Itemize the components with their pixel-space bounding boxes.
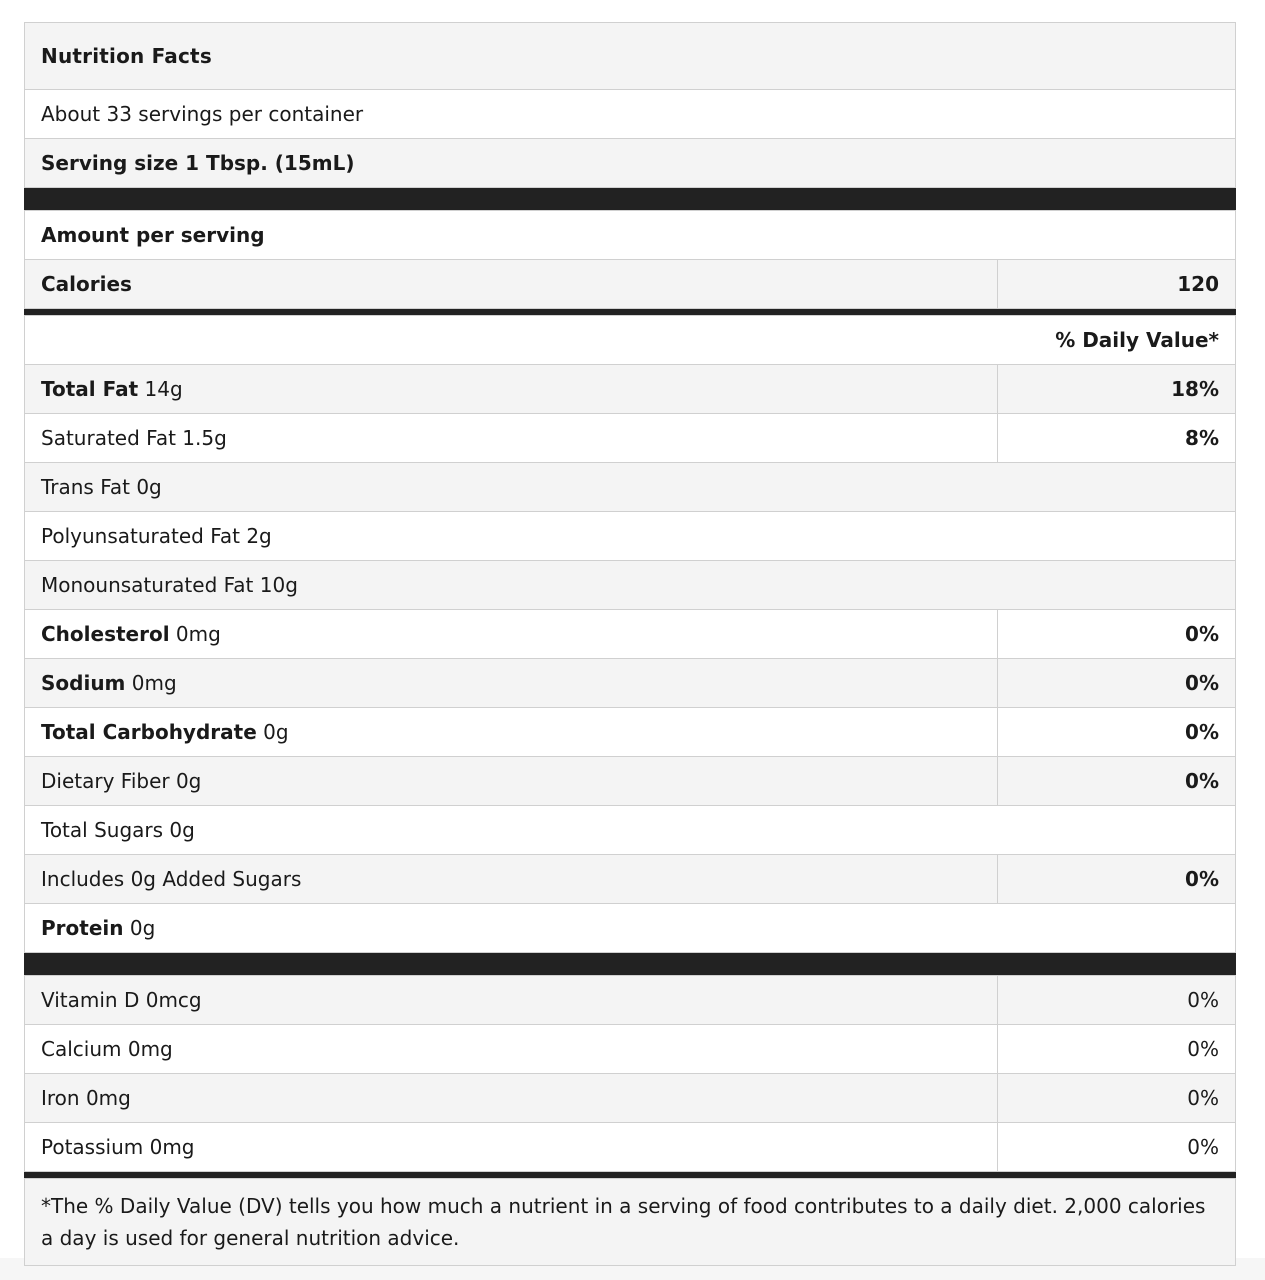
vitamin-dv: 0% [997,1025,1235,1074]
vitamin-name: Iron 0mg [25,1074,998,1123]
nutrient-row-saturated-fat [25,414,1236,463]
nutrient-row-total-carbohydrate [25,708,1236,757]
nutrient-row-polyunsaturated-fat [25,512,1236,561]
nutrient-name: Saturated Fat 1.5g [25,414,998,463]
nutrient-row-trans-fat [25,463,1236,512]
nutrition-facts-label [24,22,1236,1266]
vitamin-dv: 0% [997,1123,1235,1172]
calories-label: Calories [25,260,998,309]
nutrient-dv: 0% [997,659,1235,708]
nutrient-dv: 18% [997,365,1235,414]
nutrient-name: Cholesterol 0mg [25,610,998,659]
vitamin-row [25,1025,1236,1074]
nutrition-facts-title: Nutrition Facts [25,23,1236,90]
calories-value: 120 [997,260,1235,309]
nutrient-row-sodium [25,659,1236,708]
nutrient-name: Polyunsaturated Fat 2g [25,512,1236,561]
nutrient-row-added-sugars [25,855,1236,904]
amount-per-serving: Amount per serving [25,211,1236,260]
footnote-row [25,1179,1236,1266]
thick-divider [25,188,1236,211]
nutrient-name: Total Fat 14g [25,365,998,414]
servings-per-container: About 33 servings per container [25,90,1236,139]
nutrient-row-total-fat [25,365,1236,414]
nutrient-name: Trans Fat 0g [25,463,1236,512]
medium-divider [25,309,1236,316]
nutrient-row-total-sugars [25,806,1236,855]
nutrient-row-monounsaturated-fat [25,561,1236,610]
nutrient-dv: 8% [997,414,1235,463]
nutrient-dv: 0% [997,757,1235,806]
title-row [25,23,1236,90]
nutrient-name: Protein 0g [25,904,1236,953]
daily-value-header: % Daily Value* [25,316,1236,365]
nutrient-name: Dietary Fiber 0g [25,757,998,806]
nutrient-dv: 0% [997,610,1235,659]
nutrient-name: Includes 0g Added Sugars [25,855,998,904]
nutrient-name: Total Sugars 0g [25,806,1236,855]
nutrient-name: Sodium 0mg [25,659,998,708]
vitamin-name: Vitamin D 0mcg [25,976,998,1025]
thick-divider [25,953,1236,976]
daily-value-header-row [25,316,1236,365]
nutrient-dv: 0% [997,855,1235,904]
vitamin-row [25,1123,1236,1172]
calories-row [25,260,1236,309]
nutrient-row-cholesterol [25,610,1236,659]
serving-size: Serving size 1 Tbsp. (15mL) [25,139,1236,188]
vitamin-row [25,1074,1236,1123]
amount-per-serving-row [25,211,1236,260]
nutrient-name: Monounsaturated Fat 10g [25,561,1236,610]
vitamin-name: Potassium 0mg [25,1123,998,1172]
nutrient-row-dietary-fiber [25,757,1236,806]
vitamin-name: Calcium 0mg [25,1025,998,1074]
vitamin-row [25,976,1236,1025]
vitamin-dv: 0% [997,976,1235,1025]
nutrient-row-protein [25,904,1236,953]
nutrient-dv: 0% [997,708,1235,757]
servings-row [25,90,1236,139]
vitamin-dv: 0% [997,1074,1235,1123]
nutrient-name: Total Carbohydrate 0g [25,708,998,757]
medium-divider [25,1172,1236,1179]
serving-size-row [25,139,1236,188]
daily-value-footnote: *The % Daily Value (DV) tells you how much a nutrient in a serving of food contributes to a daily diet. 2,000 calories a day is used for general nutrition advice. [25,1179,1236,1266]
